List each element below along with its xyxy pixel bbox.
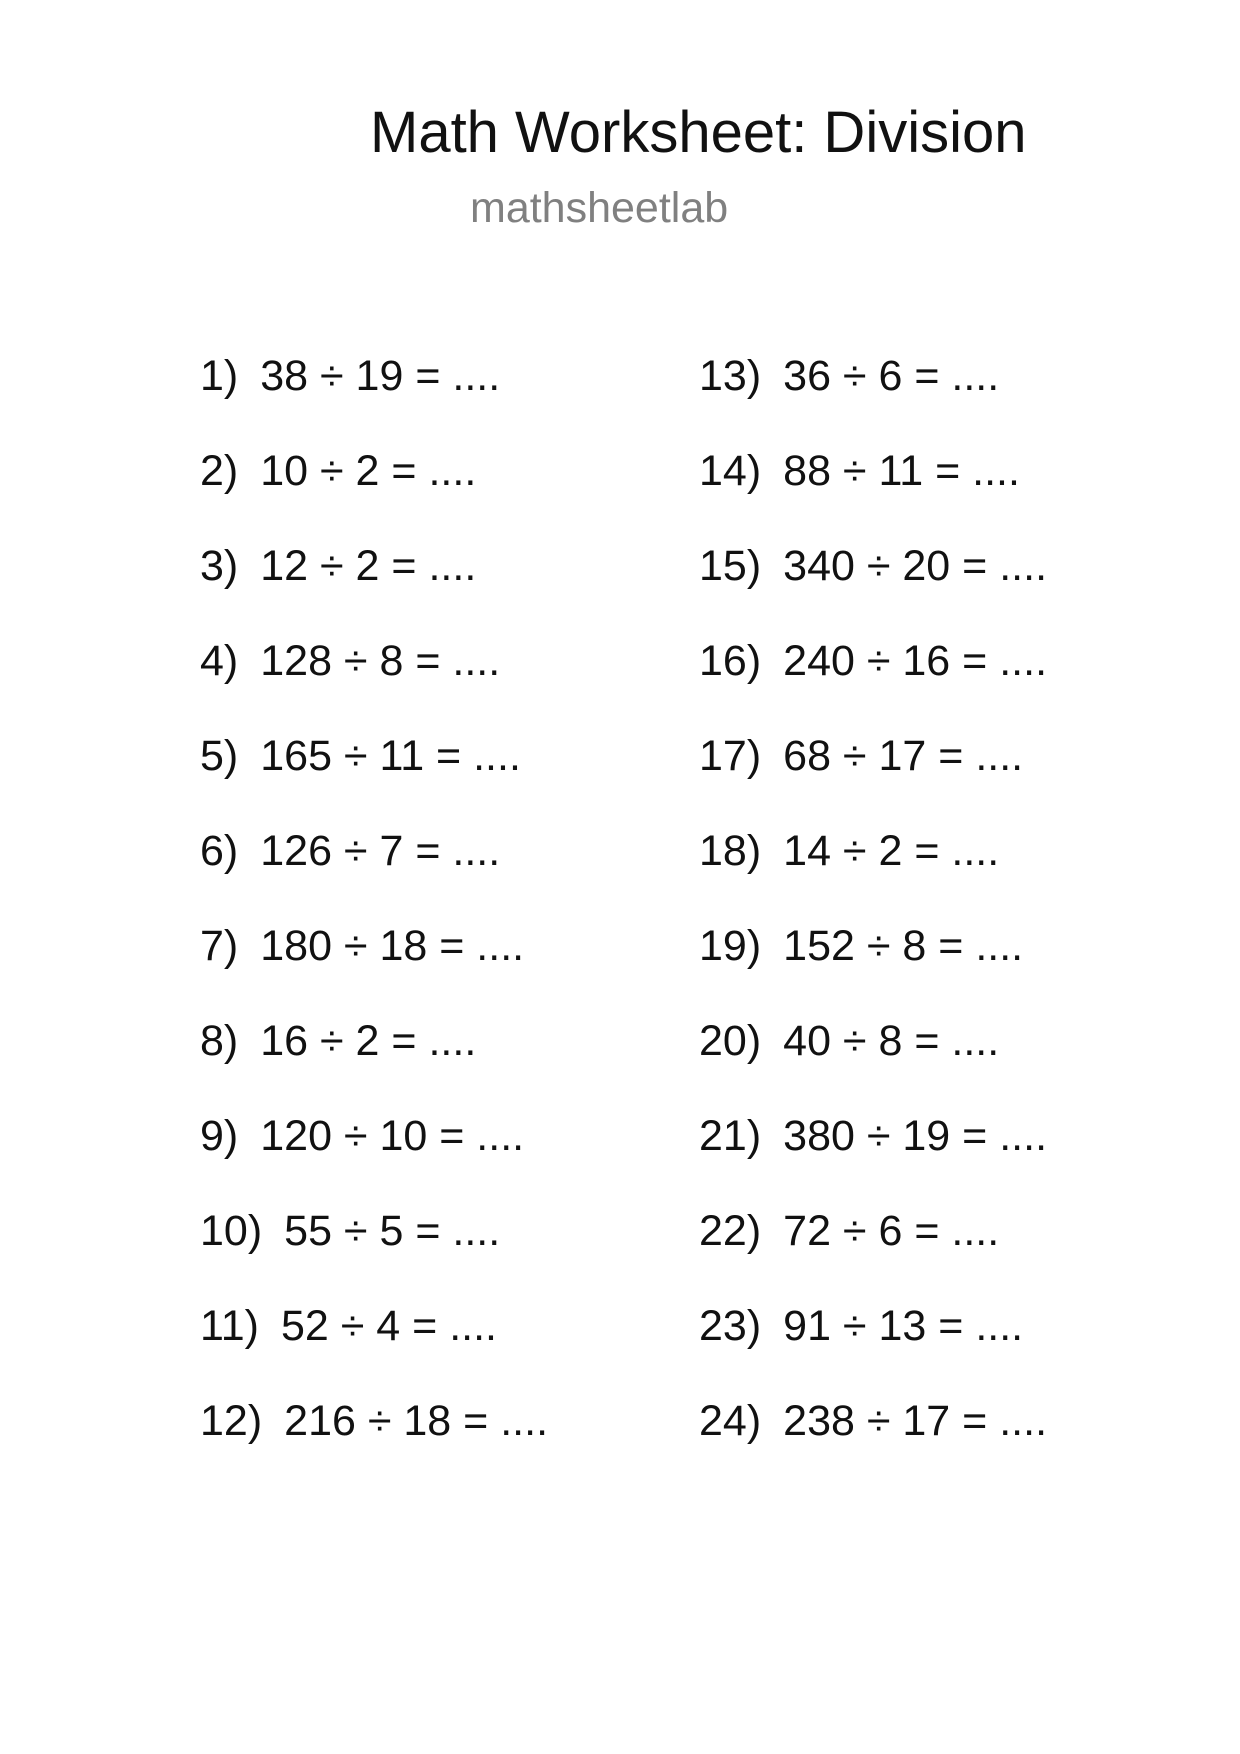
problem-number: 4)	[200, 637, 239, 685]
problem-number: 22)	[699, 1207, 762, 1255]
worksheet-title: Math Worksheet: Division	[370, 100, 1027, 165]
problem-expression: 14 ÷ 2 = ....	[783, 827, 1000, 875]
problem-item	[699, 731, 1047, 826]
problem-item	[699, 351, 1047, 446]
problem-expression: 340 ÷ 20 = ....	[783, 542, 1048, 590]
problem-item	[200, 541, 548, 636]
problem-item	[200, 446, 548, 541]
problem-item	[200, 921, 548, 1016]
problem-item	[699, 921, 1047, 1016]
problem-column-left	[200, 351, 548, 1491]
problem-item	[699, 1396, 1047, 1491]
problem-expression: 88 ÷ 11 = ....	[783, 447, 1020, 495]
problem-expression: 152 ÷ 8 = ....	[783, 922, 1024, 970]
problem-number: 13)	[699, 352, 762, 400]
problem-item	[699, 1111, 1047, 1206]
worksheet-subtitle: mathsheetlab	[470, 184, 729, 232]
problem-number: 3)	[200, 542, 239, 590]
problem-item	[699, 1016, 1047, 1111]
problem-number: 8)	[200, 1017, 239, 1065]
problem-item	[200, 1016, 548, 1111]
problem-expression: 165 ÷ 11 = ....	[260, 732, 521, 780]
problem-expression: 216 ÷ 18 = ....	[284, 1397, 549, 1445]
problem-expression: 126 ÷ 7 = ....	[260, 827, 501, 875]
problem-number: 7)	[200, 922, 239, 970]
problem-item	[699, 1206, 1047, 1301]
problem-expression: 238 ÷ 17 = ....	[783, 1397, 1048, 1445]
problem-expression: 40 ÷ 8 = ....	[783, 1017, 1000, 1065]
problem-item	[699, 636, 1047, 731]
problem-number: 17)	[699, 732, 762, 780]
problem-number: 12)	[200, 1397, 263, 1445]
problem-item	[200, 1301, 548, 1396]
problem-number: 18)	[699, 827, 762, 875]
problem-number: 5)	[200, 732, 239, 780]
problem-item	[699, 541, 1047, 636]
problem-number: 10)	[200, 1207, 263, 1255]
problem-expression: 38 ÷ 19 = ....	[260, 352, 501, 400]
problem-item	[699, 1301, 1047, 1396]
problem-item	[699, 826, 1047, 921]
problem-item	[200, 1111, 548, 1206]
problem-expression: 12 ÷ 2 = ....	[260, 542, 477, 590]
problem-number: 19)	[699, 922, 762, 970]
problem-expression: 36 ÷ 6 = ....	[783, 352, 1000, 400]
problem-item	[200, 1396, 548, 1491]
problem-number: 16)	[699, 637, 762, 685]
problem-number: 9)	[200, 1112, 239, 1160]
problem-expression: 128 ÷ 8 = ....	[260, 637, 501, 685]
problem-expression: 91 ÷ 13 = ....	[783, 1302, 1024, 1350]
problem-expression: 10 ÷ 2 = ....	[260, 447, 477, 495]
problem-expression: 240 ÷ 16 = ....	[783, 637, 1048, 685]
problem-item	[699, 446, 1047, 541]
problem-number: 24)	[699, 1397, 762, 1445]
problem-number: 23)	[699, 1302, 762, 1350]
problem-expression: 120 ÷ 10 = ....	[260, 1112, 525, 1160]
problem-item	[200, 351, 548, 446]
problem-expression: 52 ÷ 4 = ....	[280, 1302, 497, 1350]
problem-item	[200, 826, 548, 921]
problem-expression: 180 ÷ 18 = ....	[260, 922, 525, 970]
problem-number: 20)	[699, 1017, 762, 1065]
problem-number: 2)	[200, 447, 239, 495]
problem-number: 11)	[200, 1302, 259, 1350]
problem-number: 14)	[699, 447, 762, 495]
problem-expression: 72 ÷ 6 = ....	[783, 1207, 1000, 1255]
problem-column-right	[699, 351, 1047, 1491]
problem-expression: 55 ÷ 5 = ....	[284, 1207, 501, 1255]
problem-expression: 16 ÷ 2 = ....	[260, 1017, 477, 1065]
problem-expression: 380 ÷ 19 = ....	[783, 1112, 1048, 1160]
problem-number: 15)	[699, 542, 762, 590]
problem-item	[200, 636, 548, 731]
problem-item	[200, 731, 548, 826]
problem-number: 6)	[200, 827, 239, 875]
problem-number: 1)	[200, 352, 239, 400]
problem-item	[200, 1206, 548, 1301]
problem-expression: 68 ÷ 17 = ....	[783, 732, 1024, 780]
problem-number: 21)	[699, 1112, 762, 1160]
